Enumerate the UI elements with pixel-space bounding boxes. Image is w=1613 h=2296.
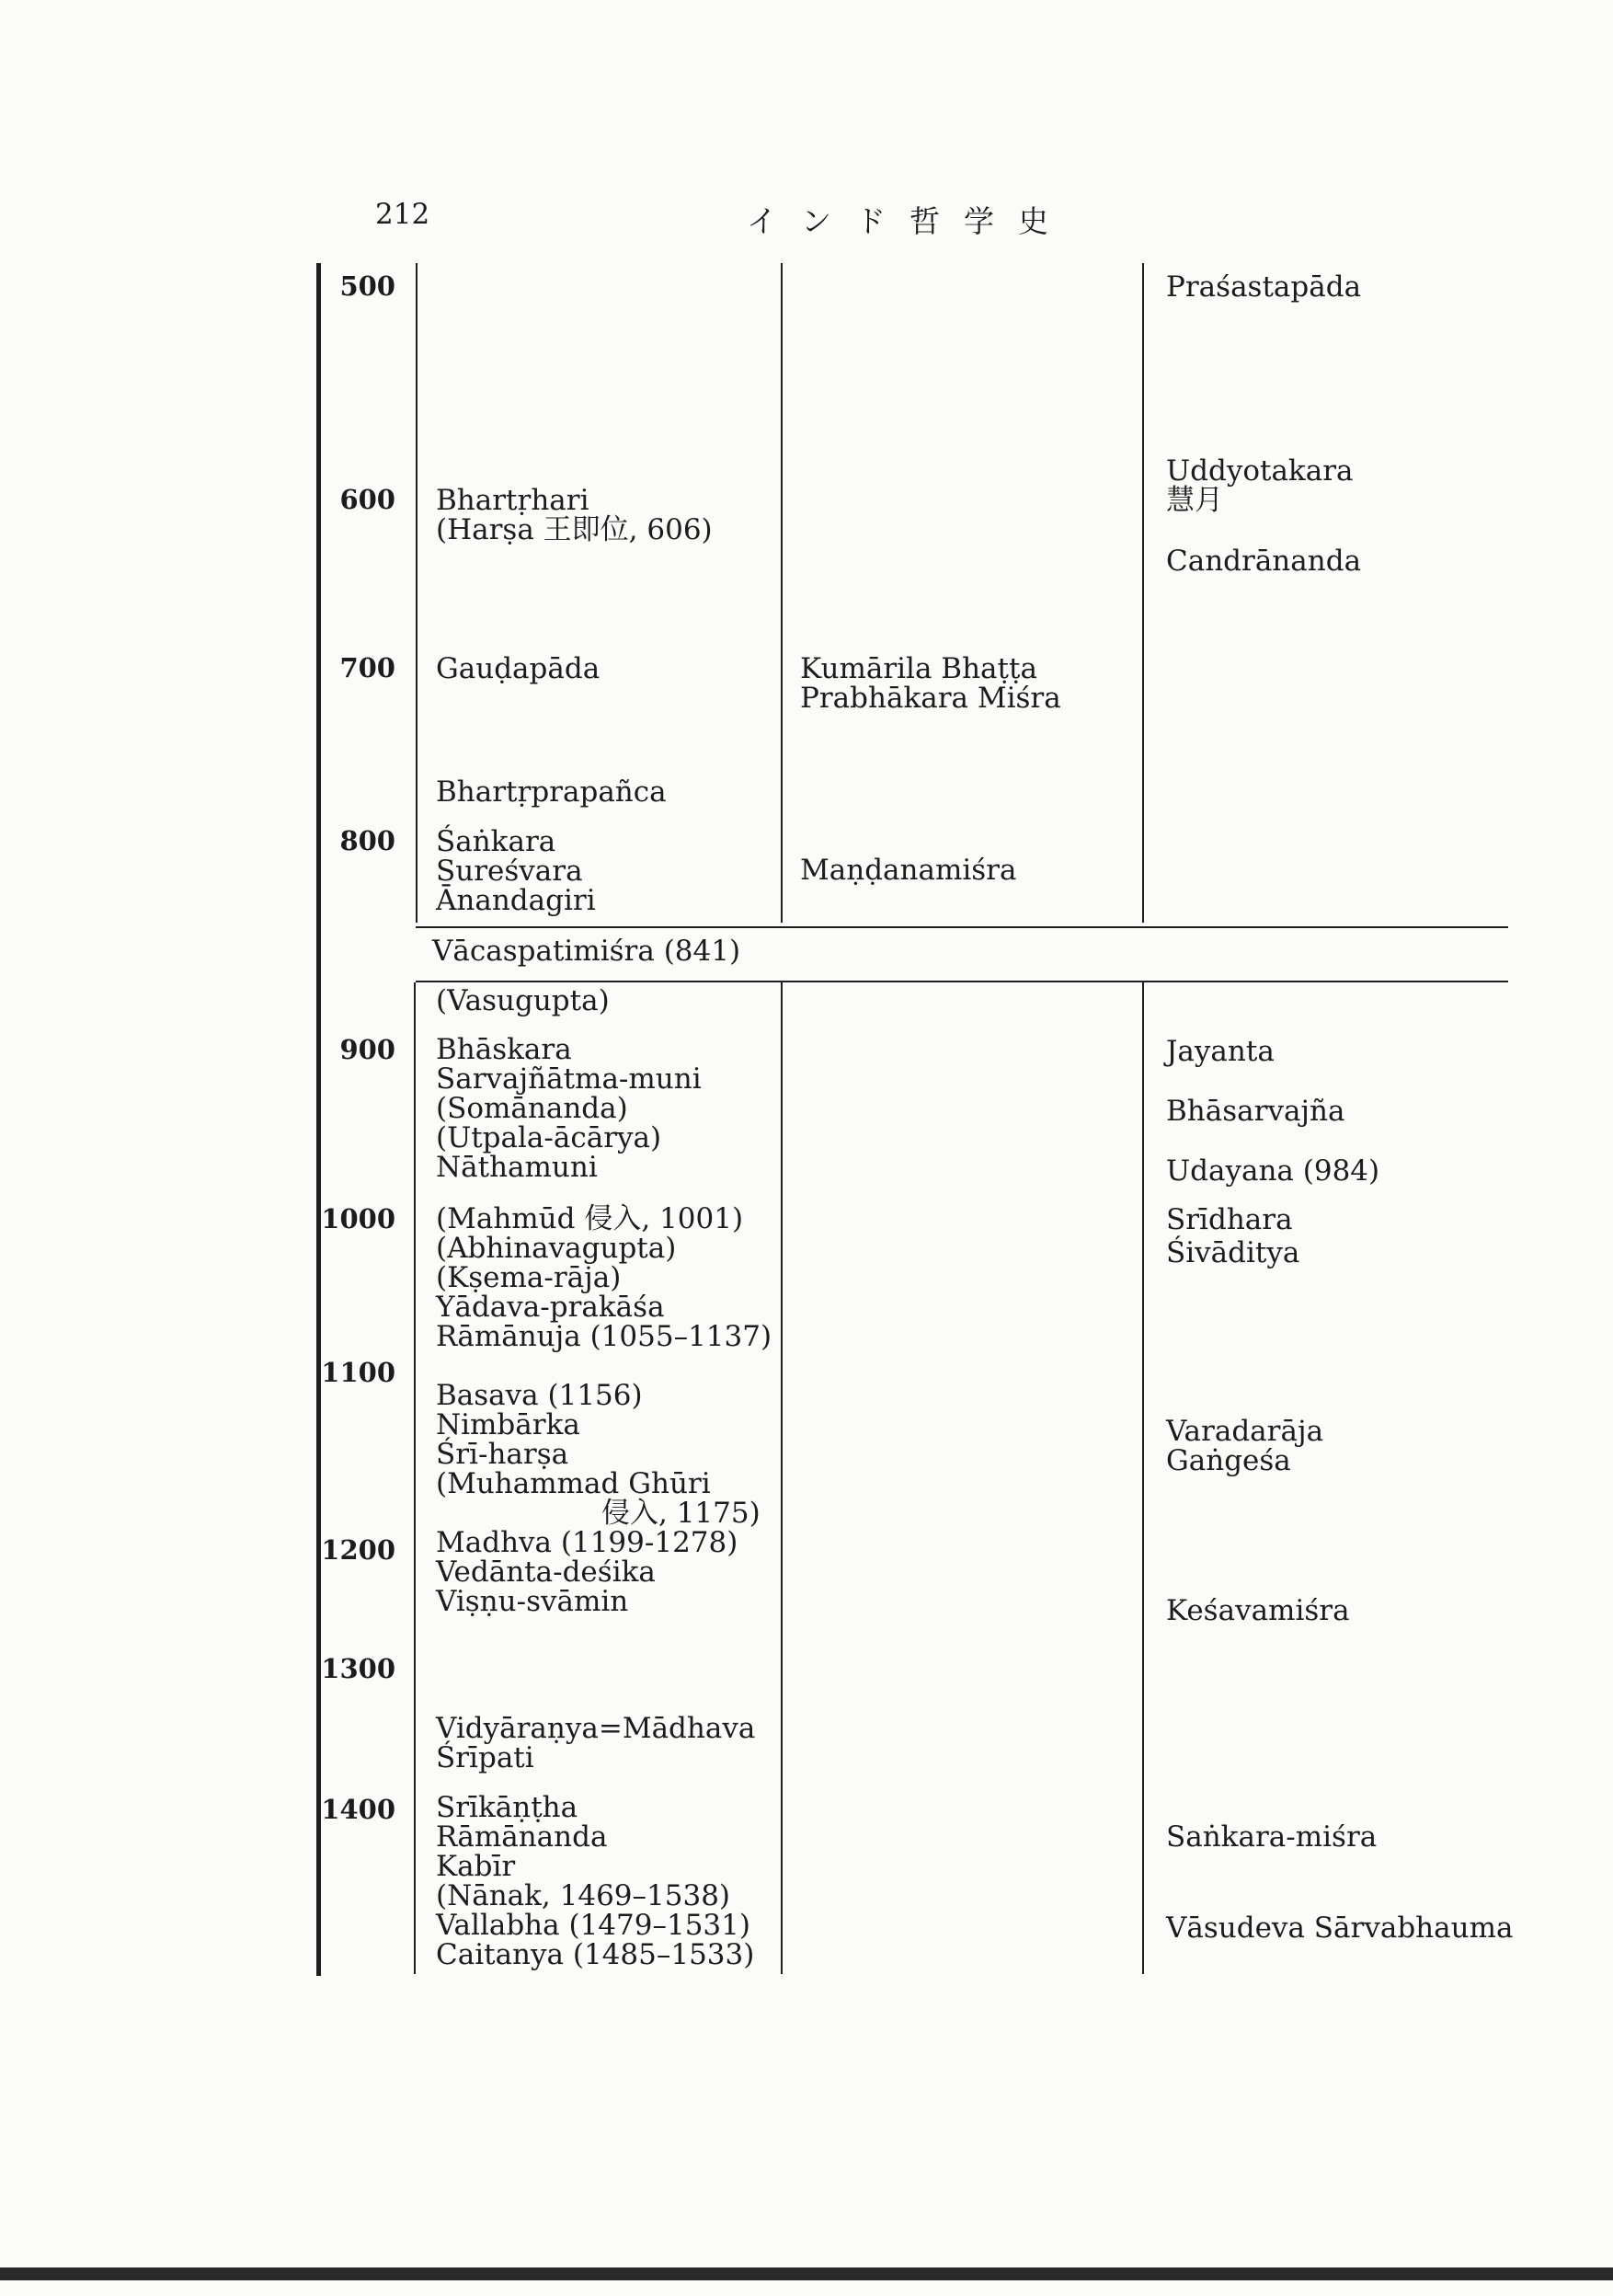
vedanta-1400	[436, 1793, 754, 1969]
running-head: インド哲学史	[747, 203, 1072, 239]
col1-rule-bottom	[414, 982, 416, 1974]
name-entry: Rāmānuja (1055–1137)	[436, 1320, 772, 1353]
scan-edge-bar	[0, 2267, 1613, 2280]
name-entry: Madhva (1199-1278)	[436, 1526, 738, 1559]
vacaspati-band	[432, 936, 740, 966]
name-entry: Praśastapāda	[1166, 270, 1362, 304]
name-entry: Basava (1156)	[436, 1379, 643, 1412]
name-entry: 侵入, 1175)	[601, 1497, 761, 1530]
vedanta-1000	[436, 1204, 772, 1351]
col2-rule-bottom	[781, 982, 783, 1974]
name-entry: Saṅkara-miśra	[1166, 1820, 1378, 1854]
name-entry: Śrīpati	[436, 1741, 534, 1774]
name-entry: Śivāditya	[1166, 1236, 1300, 1269]
name-entry: Jayanta	[1166, 1035, 1275, 1068]
name-entry: Srīdhara	[1166, 1203, 1293, 1236]
nyaya-900a	[1166, 1037, 1275, 1066]
name-entry: Viṣṇu-svāmin	[436, 1585, 629, 1618]
name-entry: Udayana (984)	[1166, 1154, 1380, 1188]
name-entry: (Harṣa 王即位, 606)	[436, 513, 713, 546]
name-entry: (Kṣema-rāja)	[436, 1261, 622, 1294]
left-thick-rule	[316, 263, 321, 1976]
name-entry: Gaṅgeśa	[1166, 1444, 1291, 1477]
name-entry: Sarvajñātma-muni	[436, 1062, 702, 1096]
name-entry: (Utpala-ācārya)	[436, 1121, 662, 1154]
mimamsa-700	[800, 654, 1061, 713]
name-entry: Bhāsarvajña	[1166, 1095, 1345, 1128]
name-entry: Vidyāraṇya=Mādhava	[436, 1712, 756, 1745]
name-entry: Uddyotakara	[1166, 454, 1354, 488]
year-label: 600	[339, 484, 395, 515]
mimamsa-800	[800, 855, 1016, 885]
name-entry: Bhāskara	[436, 1033, 572, 1066]
col3-rule-bottom	[1142, 982, 1144, 1974]
name-entry: Kabīr	[436, 1850, 516, 1883]
name-entry: Nimbārka	[436, 1408, 580, 1441]
name-entry: Vallabha (1479–1531)	[436, 1909, 750, 1942]
year-label: 1100	[321, 1357, 395, 1388]
name-entry: (Abhinavagupta)	[436, 1232, 677, 1265]
name-entry: Vāsudeva Sārvabhauma	[1166, 1911, 1514, 1945]
vedanta-800	[436, 827, 596, 915]
nyaya-600	[1166, 456, 1354, 515]
name-entry: Nāthamuni	[436, 1151, 598, 1184]
name-entry: 慧月	[1166, 484, 1223, 517]
vedanta-1150	[436, 1381, 761, 1616]
name-entry: Ānandagiri	[436, 884, 596, 917]
name-entry: (Muhammad Ghūri	[436, 1467, 711, 1500]
col2-rule-top	[781, 263, 783, 923]
name-entry: (Vasugupta)	[436, 984, 610, 1017]
nyaya-1000	[1166, 1205, 1299, 1268]
nyaya-1150	[1166, 1417, 1323, 1475]
name-entry: Sureśvara	[436, 855, 583, 888]
nyaya-1250	[1166, 1596, 1350, 1625]
name-entry: Keśavamiśra	[1166, 1594, 1350, 1627]
vedanta-780	[436, 777, 667, 807]
nyaya-1480	[1166, 1913, 1513, 1943]
vedanta-1350	[436, 1714, 755, 1773]
name-entry: Srīkāṇṭha	[436, 1791, 578, 1824]
name-entry: (Mahmūd 侵入, 1001)	[436, 1202, 744, 1235]
name-entry: Kumārila Bhaṭṭa	[800, 652, 1037, 685]
nyaya-1420	[1166, 1822, 1377, 1852]
year-label: 500	[339, 270, 395, 302]
name-entry: Śaṅkara	[436, 825, 556, 858]
year-label: 700	[339, 652, 395, 683]
col1-rule-top	[416, 263, 418, 923]
name-entry: Caitanya (1485–1533)	[436, 1938, 755, 1971]
year-label: 1200	[321, 1534, 395, 1566]
nyaya-980	[1166, 1156, 1379, 1186]
page-number: 212	[375, 198, 430, 231]
year-label: 800	[339, 825, 395, 856]
nyaya-500	[1166, 272, 1361, 302]
year-label: 1300	[321, 1653, 395, 1684]
year-label: 1400	[321, 1794, 395, 1825]
name-entry: Maṇḍanamiśra	[800, 854, 1017, 887]
vedanta-880	[436, 986, 610, 1016]
name-entry: (Somānanda)	[436, 1092, 628, 1125]
col3-rule-top	[1142, 263, 1144, 923]
name-entry: (Nānak, 1469–1538)	[436, 1879, 731, 1912]
year-label: 1000	[321, 1203, 395, 1234]
nyaya-900b	[1166, 1096, 1345, 1126]
name-entry: Prabhākara Miśra	[800, 682, 1061, 715]
name-entry: Śrī-harṣa	[436, 1438, 569, 1471]
name-entry: Yādava-prakāśa	[436, 1291, 665, 1324]
name-entry: Gauḍapāda	[436, 652, 601, 685]
vedanta-700	[436, 654, 600, 683]
band-rule-top	[416, 926, 1508, 928]
name-entry: Bhartṛhari	[436, 484, 589, 517]
vedanta-900	[436, 1035, 702, 1182]
name-entry: Rāmānanda	[436, 1820, 608, 1854]
name-entry: Bhartṛprapañca	[436, 775, 667, 809]
name-entry: Candrānanda	[1166, 545, 1362, 578]
band-rule-bottom	[416, 981, 1508, 982]
name-entry: Varadarāja	[1166, 1415, 1324, 1448]
name-entry: Vācaspatimiśra (841)	[432, 935, 741, 968]
nyaya-650	[1166, 546, 1361, 576]
year-label: 900	[339, 1034, 395, 1065]
vedanta-600	[436, 486, 713, 545]
name-entry: Vedānta-deśika	[436, 1556, 656, 1589]
